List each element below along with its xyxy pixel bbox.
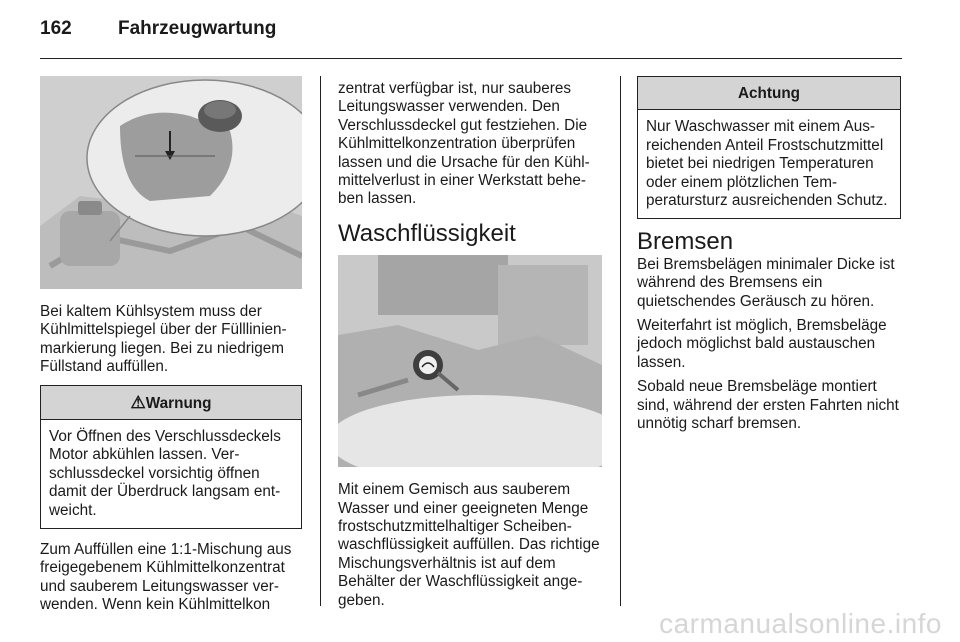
column-1	[40, 76, 302, 621]
warning-header	[41, 386, 301, 420]
brakes-paragraph-2: Weiterfahrt ist möglich, Bremsbeläge jedoch möglichst bald austauschen lassen.	[637, 317, 887, 371]
washer-fluid-text: Mit einem Gemisch aus sauberem Wasser und einer geeigneten Menge frostschutzmittelhaltiger Scheibenwaschflüssigkeit auffüllen. Das richtige Mischungsverhältnis ist auf dem Behälter der Waschflüssigkeit angegeben.	[338, 481, 600, 609]
watermark: carmanualsonline.info	[659, 608, 942, 639]
page-title: Fahrzeugwartung	[118, 18, 277, 39]
washer-reservoir-illustration	[338, 255, 602, 467]
column-divider-1	[320, 76, 321, 606]
coolant-reservoir-illustration	[40, 76, 302, 289]
column-divider-2	[620, 76, 621, 606]
warning-title: Warnung	[145, 394, 212, 412]
coolant-text: Bei kaltem Kühlsystem muss der Kühlmittelspiegel über der Fülllinienmarkierung liegen. Bei zu niedrigem Füllstand auffüllen.	[40, 303, 287, 376]
brakes-paragraph-1: Bei Bremsbelägen minimaler Dicke ist während des Bremsens ein quietschendes Geräusch zu hören.	[637, 255, 895, 310]
section-heading-washer-fluid: Waschflüssigkeit	[338, 219, 516, 247]
fill-instructions-text: Zum Auffüllen eine 1:1-Mischung aus freigegebenem Kühlmittelkonzentrat und sauberem Leitungswasser verwenden. Wenn kein Kühlmittelkon	[40, 541, 292, 614]
brakes-paragraph-3: Sobald neue Bremsbeläge montiert sind, während der ersten Fahrten nicht unnötig scharf bremsen.	[637, 378, 899, 433]
column-3	[637, 68, 901, 440]
caution-box	[637, 76, 901, 219]
warning-text: Vor Öffnen des Verschlussdeckels Motor abkühlen lassen. Verschlussdeckel vorsichtig öffnen damit der Überdruck langsam entweicht.	[49, 428, 281, 519]
caution-title: Achtung	[638, 77, 900, 110]
warning-triangle-icon: ⚠	[130, 392, 146, 412]
caution-text: Nur Waschwasser mit einem Ausreichenden Anteil Frostschutzmittel bietet bei niedrigen Temperaturen oder einem plötzlichen Temperatursturz ausreichenden Schutz.	[646, 118, 888, 210]
warning-box	[40, 385, 302, 529]
coolant-continued-text: zentrat verfügbar ist, nur sauberes Leitungswasser verwenden. Den Verschlussdeckel gut festziehen. Die Kühlmittelkonzentration überprüfen lassen und die Ursache für den Kühlmittelverlust in einer Werkstatt beheben lassen.	[338, 80, 590, 208]
page-header	[40, 18, 276, 40]
header-rule	[40, 58, 902, 59]
section-heading-brakes: Bremsen	[637, 228, 734, 256]
page-number: 162	[40, 18, 72, 39]
column-2	[338, 80, 602, 616]
